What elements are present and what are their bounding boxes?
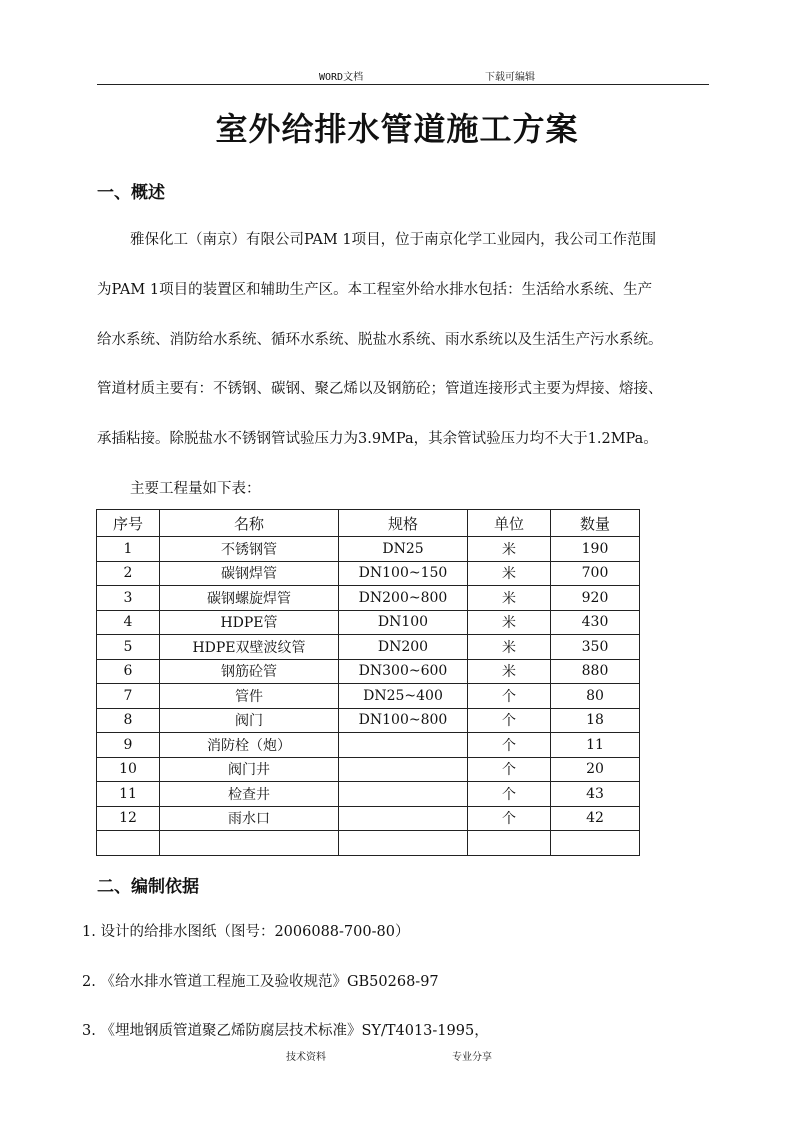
cell-spec: DN25 bbox=[339, 537, 468, 562]
cell-qty: 920 bbox=[551, 586, 640, 611]
paragraph-line-3: 给水系统、消防给水系统、循环水系统、脱盐水系统、雨水系统以及生活生产污水系统。 bbox=[97, 332, 663, 348]
section-heading-overview: 一、概述 bbox=[97, 183, 165, 203]
table-row bbox=[97, 659, 640, 684]
cell-spec bbox=[339, 831, 468, 856]
table-row bbox=[97, 757, 640, 782]
cell-no: 8 bbox=[97, 708, 160, 733]
cell-no: 6 bbox=[97, 659, 160, 684]
cell-no: 2 bbox=[97, 561, 160, 586]
cell-name: 管件 bbox=[160, 684, 339, 709]
cell-spec bbox=[339, 806, 468, 831]
list-item: 2. 《给水排水管道工程施工及验收规范》GB50268-97 bbox=[82, 974, 439, 990]
paragraph-line-4: 管道材质主要有：不锈钢、碳钢、聚乙烯以及钢筋砼；管道连接形式主要为焊接、熔接、 bbox=[97, 381, 663, 397]
cell-name: HDPE双壁波纹管 bbox=[160, 635, 339, 660]
cell-no: 3 bbox=[97, 586, 160, 611]
cell-unit: 米 bbox=[468, 561, 551, 586]
cell-spec bbox=[339, 782, 468, 807]
table-row bbox=[97, 733, 640, 758]
table-row bbox=[97, 537, 640, 562]
cell-qty: 190 bbox=[551, 537, 640, 562]
table-row bbox=[97, 782, 640, 807]
cell-unit: 个 bbox=[468, 757, 551, 782]
cell-qty: 43 bbox=[551, 782, 640, 807]
cell-qty bbox=[551, 831, 640, 856]
cell-name: 不锈钢管 bbox=[160, 537, 339, 562]
page-header bbox=[97, 66, 709, 85]
cell-qty: 880 bbox=[551, 659, 640, 684]
cell-unit: 个 bbox=[468, 708, 551, 733]
cell-unit: 米 bbox=[468, 659, 551, 684]
cell-no: 12 bbox=[97, 806, 160, 831]
cell-unit: 米 bbox=[468, 610, 551, 635]
table-row bbox=[97, 684, 640, 709]
cell-name: 雨水口 bbox=[160, 806, 339, 831]
cell-no: 10 bbox=[97, 757, 160, 782]
footer-left-text: 技术资料 bbox=[286, 1052, 326, 1063]
header-cell-spec: 规格 bbox=[339, 510, 468, 537]
table-header-row bbox=[97, 510, 640, 537]
cell-name bbox=[160, 831, 339, 856]
cell-qty: 42 bbox=[551, 806, 640, 831]
cell-name: 阀门井 bbox=[160, 757, 339, 782]
cell-name: 消防栓（炮） bbox=[160, 733, 339, 758]
cell-qty: 18 bbox=[551, 708, 640, 733]
cell-no: 4 bbox=[97, 610, 160, 635]
cell-name: 钢筋砼管 bbox=[160, 659, 339, 684]
table-row bbox=[97, 635, 640, 660]
cell-spec: DN25~400 bbox=[339, 684, 468, 709]
cell-no: 7 bbox=[97, 684, 160, 709]
cell-qty: 80 bbox=[551, 684, 640, 709]
paragraph-line-2: 为PAM 1项目的装置区和辅助生产区。本工程室外给水排水包括：生活给水系统、生产 bbox=[97, 282, 653, 298]
document-title: 室外给排水管道施工方案 bbox=[215, 110, 579, 148]
cell-name: HDPE管 bbox=[160, 610, 339, 635]
cell-spec: DN100~150 bbox=[339, 561, 468, 586]
cell-no: 9 bbox=[97, 733, 160, 758]
table-lead-text: 主要工程量如下表： bbox=[130, 481, 261, 497]
cell-qty: 430 bbox=[551, 610, 640, 635]
cell-qty: 20 bbox=[551, 757, 640, 782]
cell-no: 11 bbox=[97, 782, 160, 807]
cell-unit: 个 bbox=[468, 733, 551, 758]
cell-unit: 个 bbox=[468, 782, 551, 807]
cell-qty: 350 bbox=[551, 635, 640, 660]
table-row bbox=[97, 708, 640, 733]
header-left-text: WORD文档 bbox=[319, 72, 364, 83]
cell-name: 碳钢焊管 bbox=[160, 561, 339, 586]
cell-unit: 个 bbox=[468, 806, 551, 831]
cell-no: 5 bbox=[97, 635, 160, 660]
cell-spec: DN200~800 bbox=[339, 586, 468, 611]
section-heading-basis: 二、编制依据 bbox=[97, 877, 199, 897]
cell-unit: 个 bbox=[468, 684, 551, 709]
paragraph-line-5: 承插粘接。除脱盐水不锈钢管试验压力为3.9MPa，其余管试验压力均不大于1.2MPa。 bbox=[97, 431, 658, 447]
cell-name: 阀门 bbox=[160, 708, 339, 733]
cell-name: 检查井 bbox=[160, 782, 339, 807]
cell-spec: DN300~600 bbox=[339, 659, 468, 684]
footer-right-text: 专业分享 bbox=[452, 1052, 492, 1063]
header-cell-qty: 数量 bbox=[551, 510, 640, 537]
header-cell-name: 名称 bbox=[160, 510, 339, 537]
cell-unit bbox=[468, 831, 551, 856]
list-item: 3. 《埋地钢质管道聚乙烯防腐层技术标准》SY/T4013-1995， bbox=[82, 1023, 489, 1039]
cell-unit: 米 bbox=[468, 537, 551, 562]
cell-spec: DN100 bbox=[339, 610, 468, 635]
table-row bbox=[97, 586, 640, 611]
table-row bbox=[97, 610, 640, 635]
cell-unit: 米 bbox=[468, 586, 551, 611]
table-row-empty bbox=[97, 831, 640, 856]
quantity-table bbox=[96, 509, 640, 856]
cell-unit: 米 bbox=[468, 635, 551, 660]
cell-qty: 700 bbox=[551, 561, 640, 586]
cell-spec: DN100~800 bbox=[339, 708, 468, 733]
cell-spec: DN200 bbox=[339, 635, 468, 660]
table-row bbox=[97, 561, 640, 586]
list-item: 1. 设计的给排水图纸（图号：2006088-700-80） bbox=[82, 924, 410, 940]
header-cell-unit: 单位 bbox=[468, 510, 551, 537]
cell-no: 1 bbox=[97, 537, 160, 562]
cell-no bbox=[97, 831, 160, 856]
paragraph-line-1: 雅保化工（南京）有限公司PAM 1项目，位于南京化学工业园内，我公司工作范围 bbox=[130, 232, 657, 248]
table-row bbox=[97, 806, 640, 831]
cell-name: 碳钢螺旋焊管 bbox=[160, 586, 339, 611]
header-cell-no: 序号 bbox=[97, 510, 160, 537]
cell-spec bbox=[339, 757, 468, 782]
cell-qty: 11 bbox=[551, 733, 640, 758]
cell-spec bbox=[339, 733, 468, 758]
header-right-text: 下载可编辑 bbox=[485, 72, 535, 83]
